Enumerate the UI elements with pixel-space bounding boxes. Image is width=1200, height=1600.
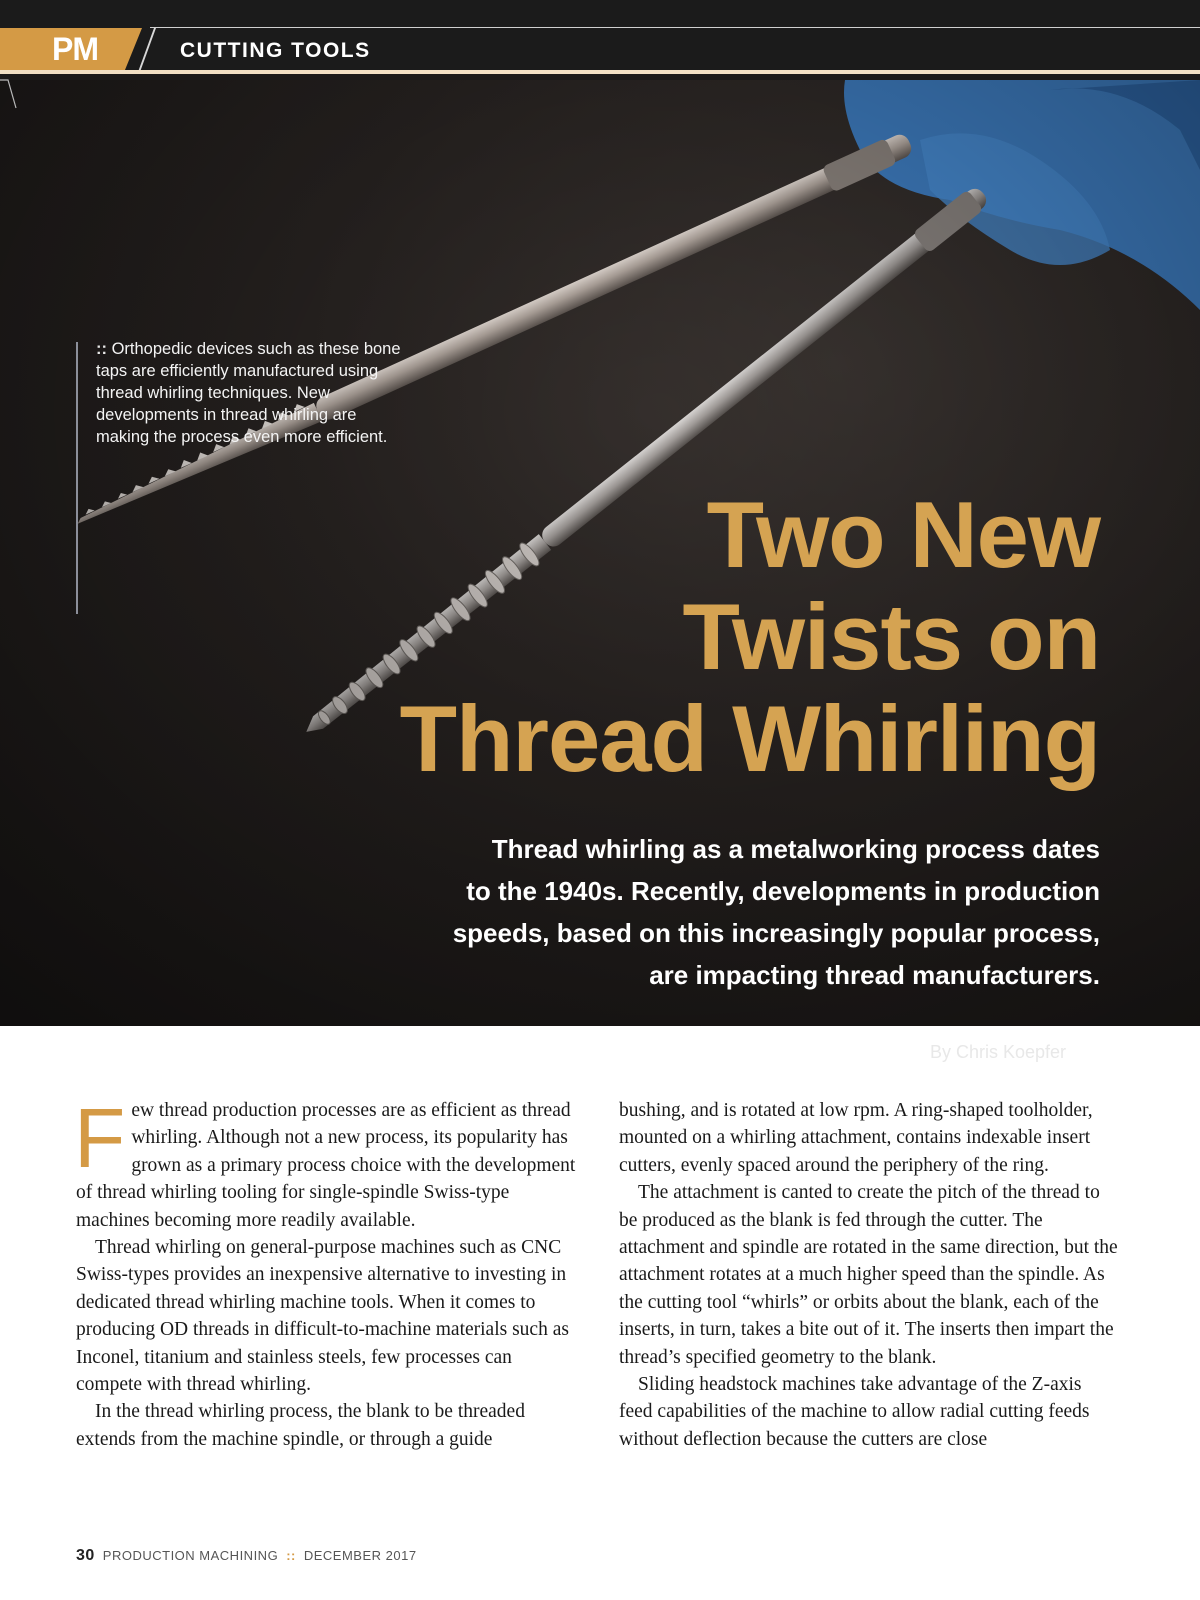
paragraph: The attachment is canted to create the pitch of the thread to be produced as the blank is fed through the cutter. The attachment and spindle are rotated in the same direction, but the attachment rotates at a much higher speed than the spindle. As the cutting tool “whirls” or orbits about the blank, each of the inserts, in turn, takes a bite out of it. The inserts then impart the thread’s specified geometry to the blank.: [619, 1182, 1118, 1368]
hero-photo: [0, 80, 1200, 1062]
byline: By Chris Koepfer: [929, 1042, 1066, 1062]
article-column-right: [619, 1097, 1119, 1453]
drop-cap: F: [74, 1091, 126, 1185]
title-line: Thread Whirling: [399, 686, 1100, 791]
title-line: Two New: [706, 482, 1100, 587]
caption-marker: ::: [96, 340, 107, 358]
article-deck: [380, 828, 1100, 996]
article-column-left: [74, 1091, 576, 1453]
page-number: 30: [76, 1547, 95, 1564]
page-footer: [76, 1547, 417, 1565]
paragraph: In the thread whirling process, the blank to be threaded extends from the machine spindle, or through a guide: [76, 1401, 525, 1450]
deck-line: to the 1940s. Recently, developments in production: [466, 876, 1100, 906]
byline-corner-mark: [0, 80, 20, 112]
deck-line: are impacting thread manufacturers.: [649, 960, 1100, 990]
paragraph: bushing, and is rotated at low rpm. A ring-shaped toolholder, mounted on a whirling attachment, contains indexable insert cutters, evenly spaced around the periphery of the ring.: [619, 1100, 1093, 1176]
header-bottom-rule: [0, 70, 1200, 74]
paragraph-text: ew thread production processes are as efficient as thread whirling. Although not a new process, its popularity has grown as a primary process choice with the development of thread whirling tooling for single-spindle Swiss-type machines becoming more readily available.: [76, 1100, 576, 1231]
header-divider: [138, 28, 156, 72]
photo-caption: [96, 338, 406, 448]
paragraph: [74, 1091, 576, 1234]
section-label: CUTTING TOOLS: [180, 39, 371, 62]
paragraph: Thread whirling on general-purpose machines such as CNC Swiss-types provides an inexpensive alternative to investing in dedicated thread whirling machine tools. When it comes to producing OD threads in difficult-to-machine materials such as Inconel, titanium and stainless steels, few processes can compete with thread whirling.: [76, 1237, 569, 1396]
issue-date: DECEMBER 2017: [303, 1548, 417, 1563]
publication-name: PRODUCTION MACHINING: [102, 1548, 279, 1563]
paragraph: Sliding headstock machines take advantage of the Z-axis feed capabilities of the machine to allow radial cutting feeds without deflection because the cutters are close: [619, 1374, 1090, 1450]
deck-line: Thread whirling as a metalworking process dates: [491, 834, 1100, 864]
caption-rule: [76, 342, 78, 614]
title-line: Twists on: [682, 584, 1100, 689]
article-title: [200, 484, 1100, 790]
caption-text: Orthopedic devices such as these bone taps are efficiently manufactured using thread whirling techniques. New developments in thread whirling are making the process even more efficient.: [96, 340, 401, 446]
pm-logo-text: PM: [52, 31, 98, 67]
section-header: [0, 0, 1200, 80]
deck-line: speeds, based on this increasingly popular process,: [452, 918, 1100, 948]
footer-separator: ::: [286, 1548, 296, 1563]
